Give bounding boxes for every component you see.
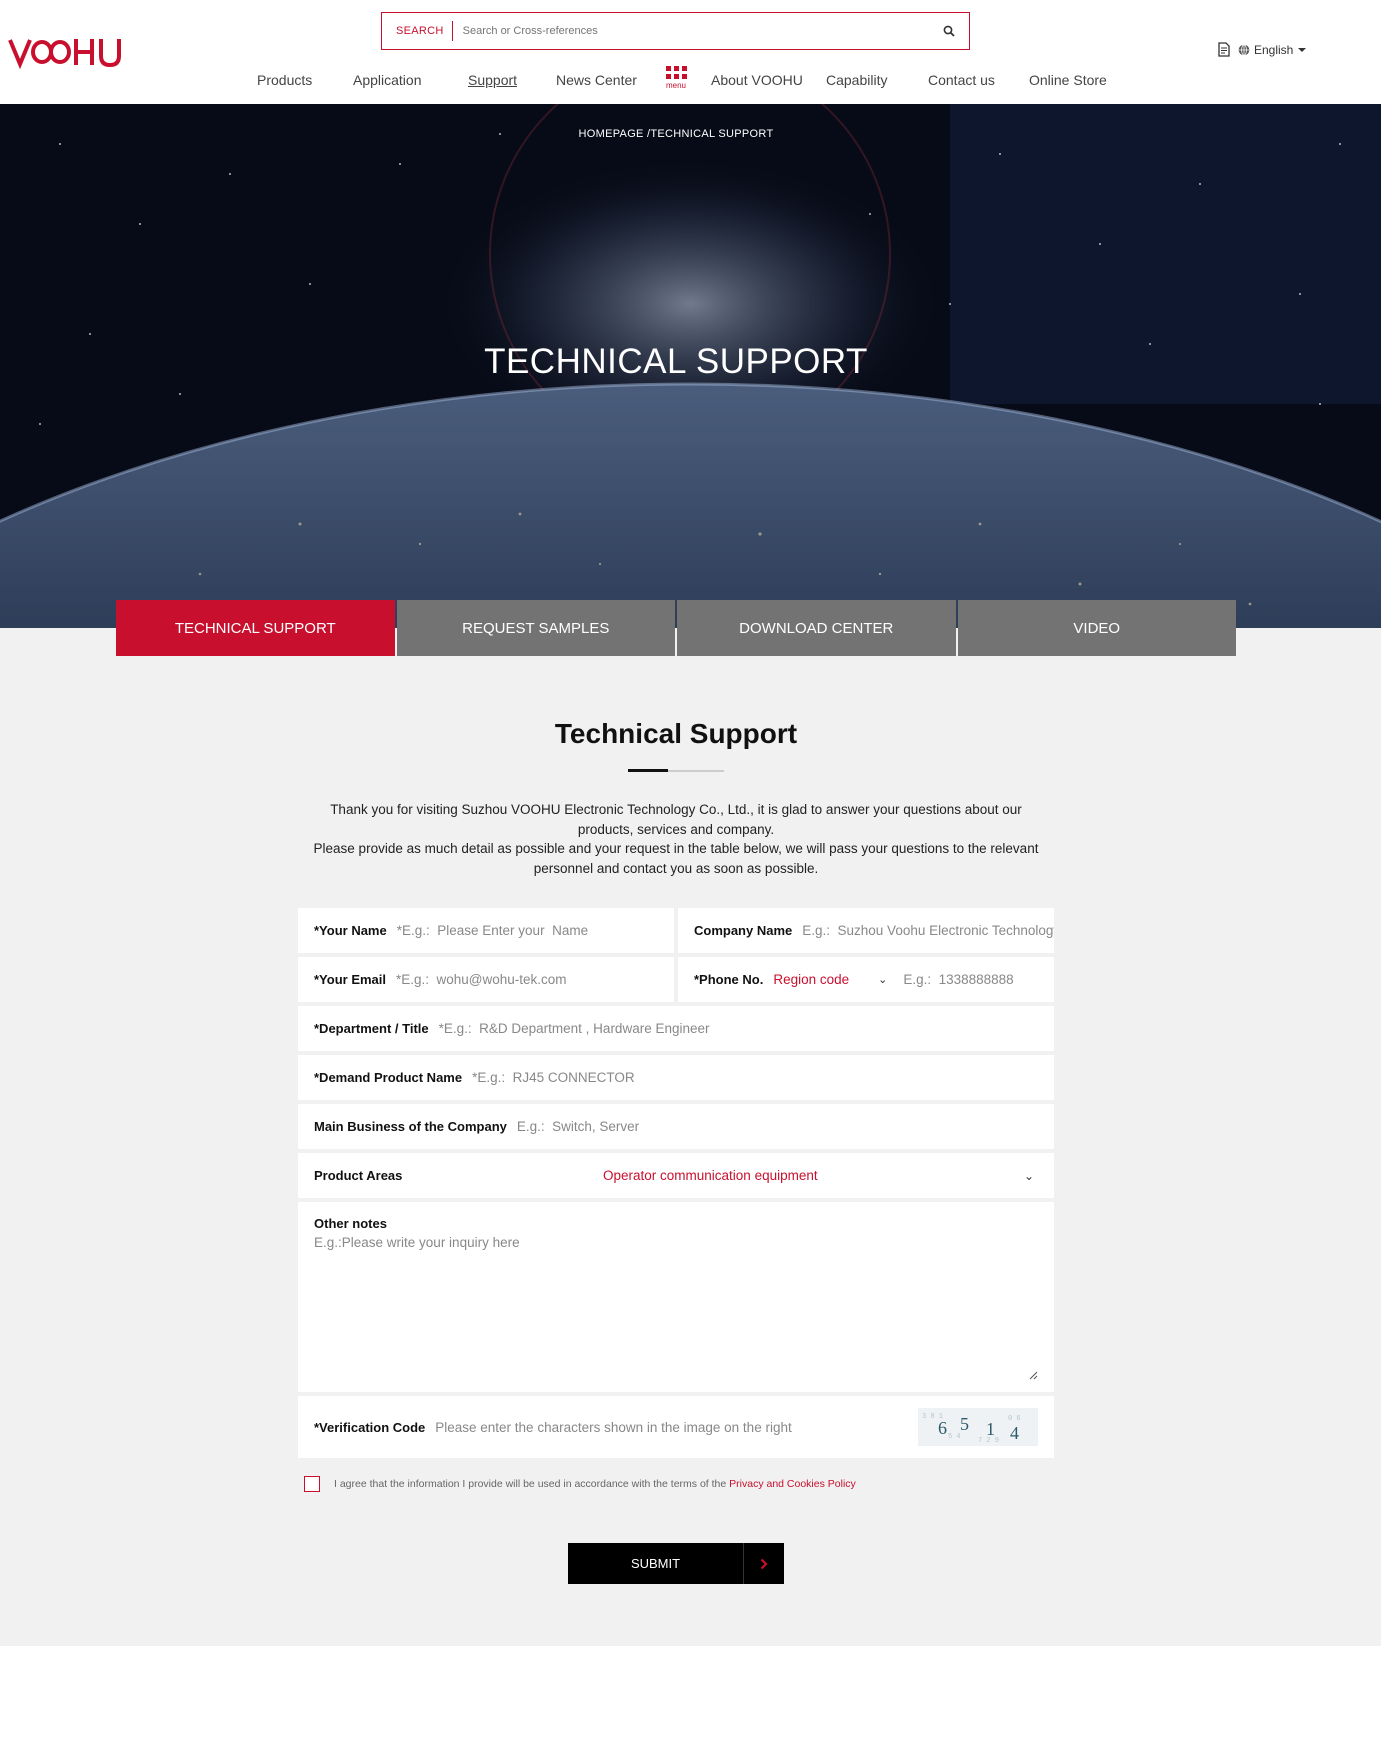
company-field[interactable] [792,923,1054,938]
notes-textarea[interactable] [314,1235,1038,1375]
agree-sentence: I agree that the information I provide will be used in accordance with the terms of the [334,1478,727,1490]
resize-handle-icon[interactable] [1028,1370,1038,1380]
section-title: Technical Support [554,718,798,749]
nav-support[interactable]: Support [468,72,518,88]
language-selector[interactable] [1218,42,1307,57]
search-label: SEARCH [382,21,453,41]
demand-label: *Demand Product Name [314,1070,463,1085]
globe-icon [1238,44,1250,56]
main-content [0,628,1381,1646]
privacy-policy-link[interactable]: Privacy and Cookies Policy [729,1478,856,1490]
breadcrumb: HOMEPAGE /TECHNICAL SUPPORT [578,128,774,140]
search-icon [943,25,955,37]
search-bar [381,12,970,50]
intro-text [306,800,1046,878]
region-code-value: Region code [773,972,850,987]
nav-capability[interactable]: Capability [826,72,888,88]
agree-checkbox[interactable] [304,1476,320,1492]
svg-text:3 8 1: 3 8 1 [922,1413,944,1421]
svg-text:0 6: 0 6 [1008,1415,1021,1423]
tab-request-samples[interactable]: REQUEST SAMPLES [397,600,676,656]
email-row [298,957,674,1002]
submit-label: SUBMIT [568,1543,744,1584]
intro-paragraph-1: Thank you for visiting Suzhou VOOHU Electronic Technology Co., Ltd., it is glad to answer your questions about our products, services and company. [330,802,1022,837]
name-row [298,908,674,953]
email-field[interactable] [386,972,674,987]
menu-label: menu [665,81,686,90]
nav-application[interactable]: Application [353,72,422,88]
notes-row [298,1202,1054,1392]
chevron-right-icon [744,1543,784,1584]
name-label: *Your Name [314,923,387,938]
product-areas-label: Product Areas [314,1168,403,1183]
captcha-char-3: 1 [986,1419,995,1439]
hero-banner [0,104,1381,628]
svg-text:5 4: 5 4 [948,1433,961,1441]
intro-paragraph-2: Please provide as much detail as possible and your request in the table below, we will pass your questions to the relevant personnel and contact you as soon as possible. [313,841,1039,876]
language-label: English [1254,42,1294,57]
search-button[interactable] [929,13,969,49]
notes-label: Other notes [314,1216,387,1231]
department-label: *Department / Title [314,1021,429,1036]
demand-field[interactable] [462,1070,1054,1085]
captcha-char-4: 4 [1010,1423,1019,1443]
hero-title: TECHNICAL SUPPORT [484,342,868,381]
verification-row [298,1396,1054,1458]
title-divider [628,770,724,772]
privacy-agreement [304,1476,856,1492]
email-label: *Your Email [314,972,387,987]
nav-about[interactable]: About VOOHU [711,72,803,88]
main-nav [0,72,1381,96]
site-header [0,0,1381,104]
product-areas-select[interactable] [298,1153,1054,1198]
agree-text [334,1478,856,1490]
phone-label: *Phone No. [694,972,764,987]
verification-label: *Verification Code [314,1419,426,1435]
chevron-down-icon: ⌄ [878,974,888,986]
caret-down-icon [1297,47,1307,53]
phone-row [678,957,1054,1002]
business-field[interactable] [507,1119,1054,1134]
support-tabs [116,600,1236,656]
support-form [298,908,1054,1462]
search-input[interactable] [453,25,929,37]
demand-row [298,1055,1054,1100]
captcha-char-2: 5 [960,1414,969,1434]
document-icon[interactable] [1218,42,1230,57]
name-field[interactable] [387,923,674,938]
svg-text:7 2 9: 7 2 9 [978,1437,1000,1445]
product-areas-value: Operator communication equipment [603,1168,818,1183]
department-field[interactable] [429,1021,1054,1036]
business-label: Main Business of the Company [314,1119,507,1134]
chevron-down-icon: ⌄ [1023,1168,1034,1183]
tab-download-center[interactable]: DOWNLOAD CENTER [677,600,956,656]
phone-field[interactable] [893,972,1013,987]
department-row [298,1006,1054,1051]
voohu-logo[interactable] [8,34,124,70]
nav-news-center[interactable]: News Center [556,72,637,88]
submit-button[interactable] [568,1543,784,1584]
captcha-image[interactable] [918,1408,1038,1446]
business-row [298,1104,1054,1149]
nav-products[interactable]: Products [257,72,313,88]
grid-menu-icon [664,66,688,79]
tab-video[interactable]: VIDEO [958,600,1237,656]
region-code-select[interactable] [763,972,893,987]
nav-online-store[interactable]: Online Store [1029,72,1107,88]
menu-button[interactable] [664,66,688,90]
nav-contact[interactable]: Contact us [928,72,995,88]
captcha-char-1: 6 [938,1418,947,1438]
company-label: Company Name [694,923,793,938]
tab-technical-support[interactable]: TECHNICAL SUPPORT [116,600,395,656]
company-row [678,908,1054,953]
